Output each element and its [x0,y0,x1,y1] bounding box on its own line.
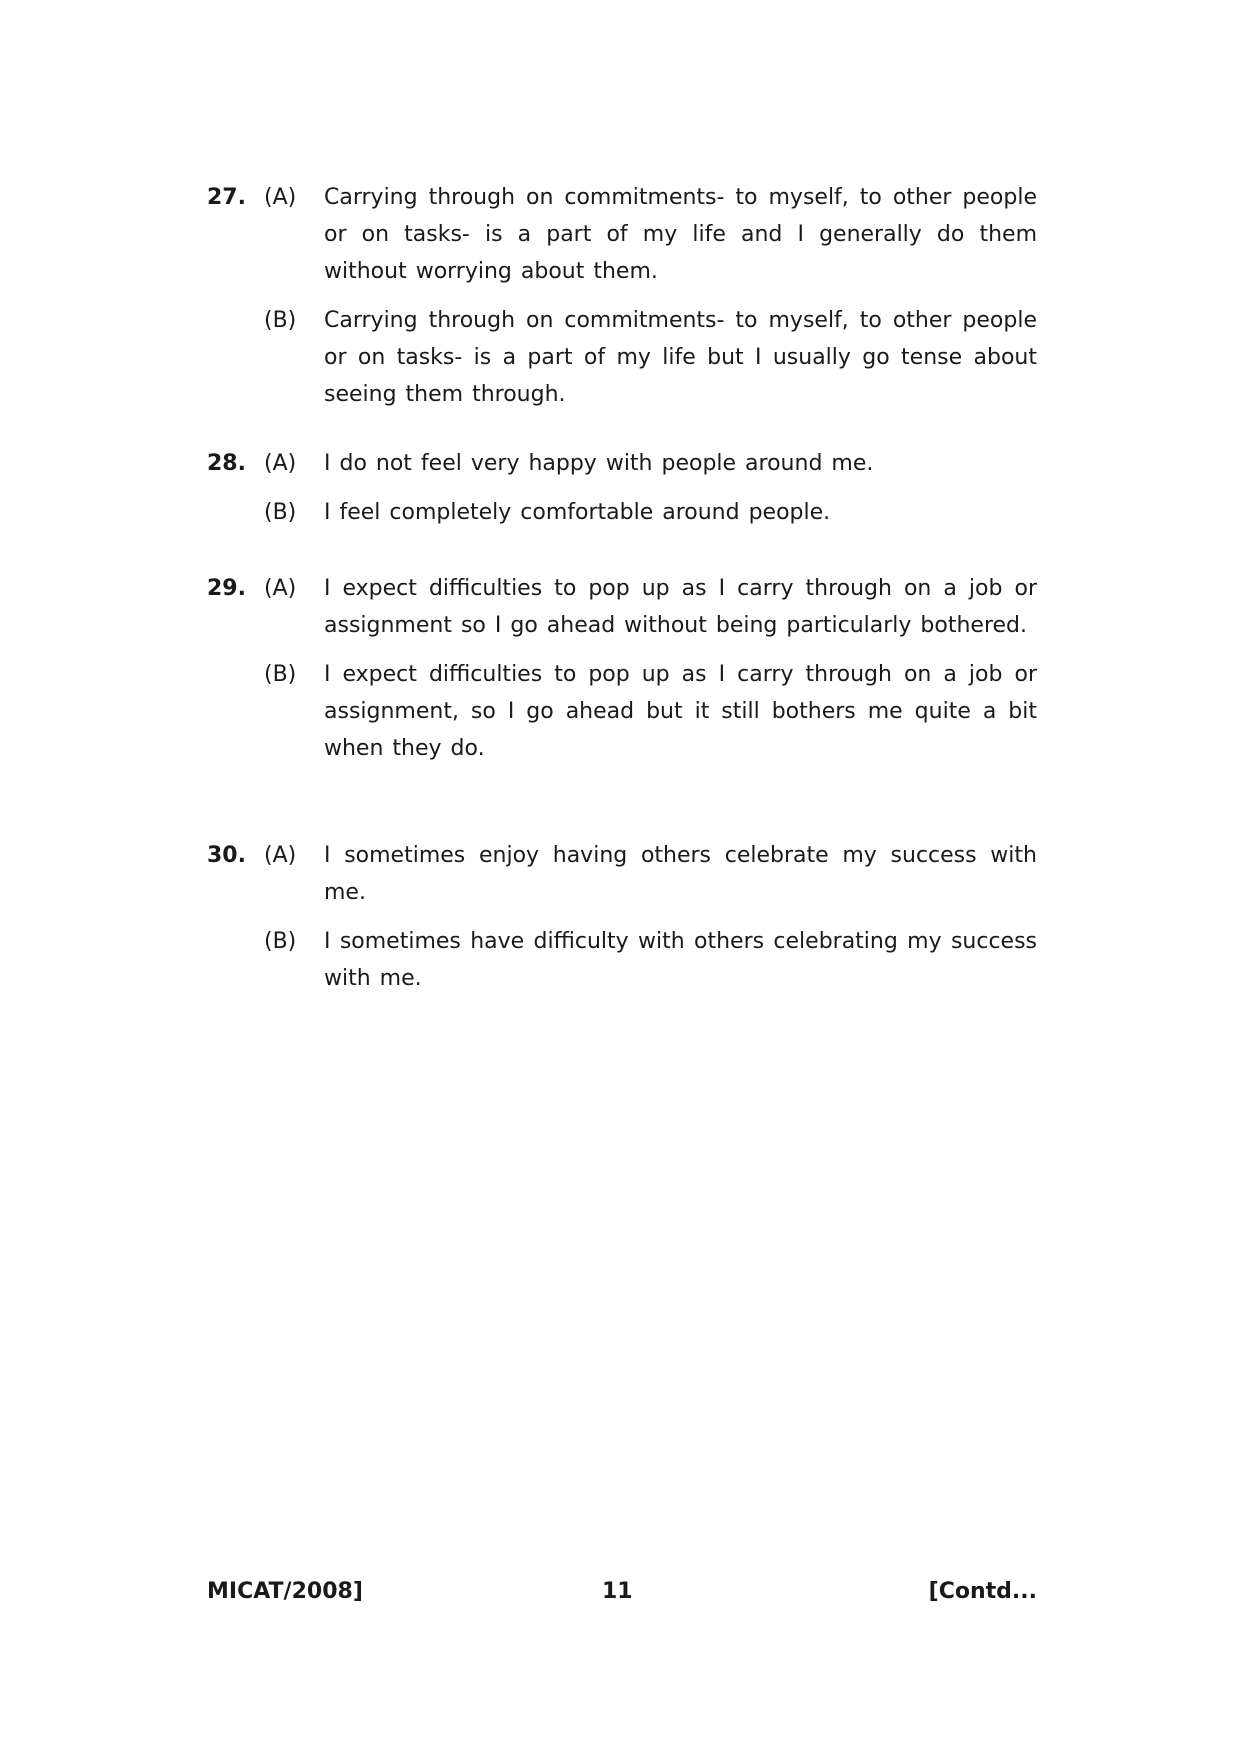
option-b [207,302,1037,413]
option-letter: (A) [264,576,297,601]
page-footer [207,1575,1037,1609]
option-letter: (B) [264,308,297,333]
option-letter: (A) [264,185,297,210]
question-30 [207,837,1037,1009]
question-number: 30. [207,843,246,868]
option-a [207,837,1037,911]
option-a [207,570,1037,644]
option-text: I sometimes have difficulty with others celebrating my success with me. [324,929,1037,991]
option-text: I expect difficulties to pop up as I carry through on a job or assignment, so I go ahead but it still bothers me quite a bit when they do. [324,662,1037,761]
option-b [207,923,1037,997]
option-letter: (A) [264,843,297,868]
option-letter: (B) [264,662,297,687]
question-number: 27. [207,185,246,210]
question-28 [207,445,1037,543]
option-text: I feel completely comfortable around people. [324,500,831,525]
continued-marker: [Contd... [928,1579,1037,1604]
option-letter: (A) [264,451,297,476]
question-number: 28. [207,451,246,476]
question-number: 29. [207,576,246,601]
option-a [207,445,1037,482]
option-text: I do not feel very happy with people around me. [324,451,874,476]
option-letter: (B) [264,929,297,954]
option-text: I sometimes enjoy having others celebrate my success with me. [324,843,1037,905]
option-text: Carrying through on commitments- to myself, to other people or on tasks- is a part of my life and I generally do them without worrying about them. [324,185,1037,284]
question-27 [207,179,1037,425]
page-number: 11 [602,1579,633,1604]
option-text: I expect difficulties to pop up as I carry through on a job or assignment so I go ahead without being particularly bothered. [324,576,1037,638]
exam-code: MICAT/2008] [207,1579,363,1604]
option-letter: (B) [264,500,297,525]
option-a [207,179,1037,290]
option-b [207,494,1037,531]
option-b [207,656,1037,767]
option-text: Carrying through on commitments- to myself, to other people or on tasks- is a part of my life but I usually go tense about seeing them through. [324,308,1037,407]
question-29 [207,570,1037,779]
